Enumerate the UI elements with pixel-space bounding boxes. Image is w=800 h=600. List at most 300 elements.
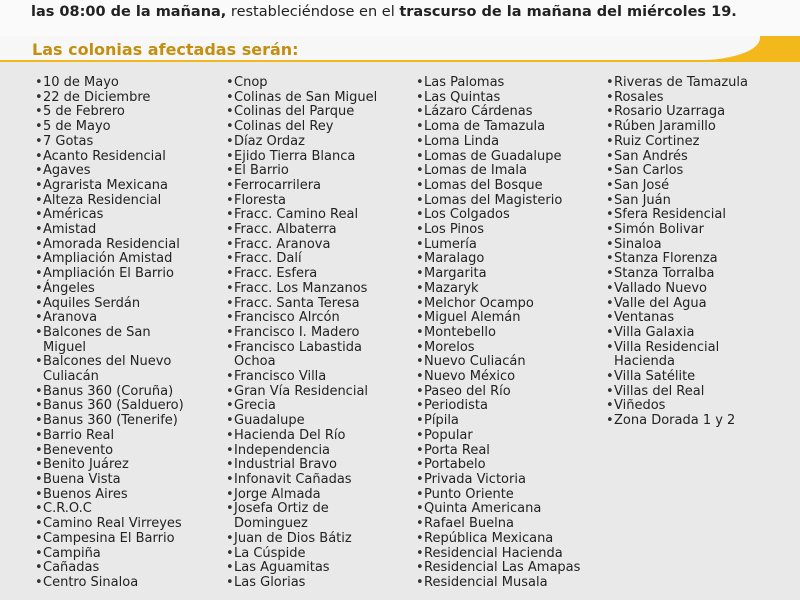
bullet-icon: • [416,501,424,517]
bullet-icon: • [35,119,43,135]
bullet-icon: • [226,339,234,355]
bullet-icon: • [416,516,424,532]
list-item-label: Amistad [43,222,97,238]
list-item-label: Rosario Uzarraga [614,104,726,120]
list-item-label: San Carlos [614,163,684,179]
bullet-icon: • [606,119,614,135]
bullet-icon: • [226,295,234,311]
bullet-icon: • [606,104,614,120]
list-item-label: Jorge Almada [234,486,321,502]
list-item [416,311,580,326]
list-item-label: Grecia [234,398,276,414]
list-item-label: La Cúspide [234,545,306,561]
bullet-icon: • [416,280,424,296]
bullet-icon: • [226,177,234,193]
bullet-icon: • [35,413,43,429]
list-item-label: Fracc. Esfera [234,266,318,282]
list-item [226,502,377,531]
list-item [416,238,580,253]
list-item-label: Villa Galaxia [614,324,695,340]
list-item-label: Díaz Ordaz [234,133,305,149]
bullet-icon: • [35,177,43,193]
list-item [606,164,748,179]
list-item-label: Agrarista Mexicana [43,177,168,193]
bullet-icon: • [416,339,424,355]
list-item-label: Lomas de Guadalupe [424,148,562,164]
list-item-label: Benevento [43,442,114,458]
list-item [606,282,748,297]
list-item [226,164,377,179]
list-item-label: Fracc. Santa Teresa [234,295,360,311]
bullet-icon: • [35,89,43,105]
list-item-label: Popular [424,427,473,443]
list-item [416,194,580,209]
list-item-label: Culiacán [43,369,99,385]
list-item-label: 22 de Diciembre [43,89,151,105]
bullet-icon: • [226,471,234,487]
list-item [416,561,580,576]
list-item-label: Cnop [234,75,268,90]
list-item [416,370,580,385]
list-item [226,120,377,135]
bullet-icon: • [35,192,43,208]
bullet-icon: • [416,177,424,193]
bullet-icon: • [35,427,43,443]
list-item [35,414,184,429]
list-item-label: Sfera Residencial [614,207,726,223]
list-item-label: Francisco I. Madero [234,324,360,340]
bullet-icon: • [416,236,424,252]
bullet-icon: • [226,207,234,223]
bullet-icon: • [35,560,43,576]
list-item [416,532,580,547]
list-item [35,179,184,194]
bullet-icon: • [416,383,424,399]
list-item-label: Ampliación Amistad [43,251,173,267]
list-item [606,150,748,165]
list-item-label: Alteza Residencial [43,192,162,208]
list-item [226,385,377,400]
list-item-label: Dominguez [234,516,308,532]
list-item [416,399,580,414]
bullet-icon: • [606,133,614,149]
list-item [416,502,580,517]
list-item-label: Punto Oriente [424,486,514,502]
list-item [226,282,377,297]
list-item [416,444,580,459]
list-item-label: Ruiz Cortinez [614,133,700,149]
bullet-icon: • [226,251,234,267]
list-item [606,208,748,223]
bullet-icon: • [416,104,424,120]
bullet-icon: • [226,222,234,238]
list-item [416,326,580,341]
bullet-icon: • [35,442,43,458]
bullet-icon: • [35,545,43,561]
list-item [606,326,748,341]
bullet-icon: • [416,530,424,546]
list-item [606,91,748,106]
list-item-label: Barrio Real [43,427,115,443]
list-item-label: Montebello [424,324,496,340]
bullet-icon: • [226,192,234,208]
list-item [606,179,748,194]
list-item [35,194,184,209]
bullet-icon: • [416,471,424,487]
top-banner [0,0,800,36]
intro-text [31,4,737,20]
list-item [606,385,748,400]
list-item [606,238,748,253]
bullet-icon: • [606,398,614,414]
list-item-label: Banus 360 (Salduero) [43,398,184,414]
list-item [416,120,580,135]
bullet-icon: • [606,163,614,179]
bullet-icon: • [416,324,424,340]
bullet-icon: • [35,148,43,164]
list-item-label: Américas [43,207,104,223]
bullet-icon: • [226,427,234,443]
list-item-label: Francisco Alrcón [234,310,340,326]
list-item-label: Balcones de San [43,324,151,340]
list-item-label: El Barrio [234,163,289,179]
bullet-icon: • [606,207,614,223]
list-item [35,223,184,238]
list-item [416,414,580,429]
bullet-icon: • [606,251,614,267]
list-item-label: Fracc. Los Manzanos [234,280,368,296]
list-item-label: Hacienda Del Río [234,427,346,443]
list-item [606,76,748,91]
bullet-icon: • [416,574,424,590]
bullet-icon: • [606,413,614,429]
list-item-label: Nuevo México [424,369,516,385]
list-item-label: Floresta [234,192,286,208]
list-item-label: Ángeles [43,280,95,296]
list-item [226,76,377,91]
list-item [35,76,184,91]
list-item-label: Guadalupe [234,413,305,429]
column-2 [226,76,377,591]
list-item-label: Maralago [424,251,485,267]
list-item [35,547,184,562]
list-item-label: Fracc. Camino Real [234,207,359,223]
bullet-icon: • [606,236,614,252]
list-item-label: Lázaro Cárdenas [424,104,533,120]
bullet-icon: • [606,383,614,399]
bullet-icon: • [416,192,424,208]
list-item [226,532,377,547]
list-item-label: Banus 360 (Tenerife) [43,413,178,429]
list-item [226,135,377,150]
list-item-label: Banus 360 (Coruña) [43,383,174,399]
column-4 [606,76,748,429]
list-item-label: Rúben Jaramillo [614,119,716,135]
list-item [35,429,184,444]
list-item [35,282,184,297]
bullet-icon: • [606,177,614,193]
bullet-icon: • [226,398,234,414]
list-item-label: Miguel Alemán [424,310,521,326]
list-item [35,311,184,326]
list-item-label: Margarita [424,266,487,282]
list-item [35,458,184,473]
list-item-label: Aranova [43,310,98,326]
list-item-label: 7 Gotas [43,133,94,149]
list-item-label: Melchor Ocampo [424,295,534,311]
bullet-icon: • [606,148,614,164]
list-item-label: 5 de Febrero [43,104,125,120]
neighborhood-columns [0,76,800,600]
list-item [226,444,377,459]
bullet-icon: • [606,339,614,355]
list-item [35,502,184,517]
bullet-icon: • [226,266,234,282]
list-item [606,311,748,326]
list-item [226,561,377,576]
list-item [226,326,377,341]
bullet-icon: • [416,75,424,90]
list-item [35,105,184,120]
list-item-label: Lomas de Imala [424,163,527,179]
list-item-label: San Andrés [614,148,688,164]
bullet-icon: • [35,486,43,502]
bullet-icon: • [226,236,234,252]
bullet-icon: • [416,295,424,311]
list-item [226,150,377,165]
list-item [226,370,377,385]
list-item [35,561,184,576]
list-item-label: Aquiles Serdán [43,295,141,311]
list-item-label: Pípila [424,413,459,429]
list-item-label: Josefa Ortiz de [234,501,329,517]
list-item-label: Nuevo Culiacán [424,354,526,370]
list-item-label: Porta Real [424,442,490,458]
list-item [606,194,748,209]
list-item-label: Stanza Florenza [614,251,718,267]
list-item [226,252,377,267]
list-item [416,297,580,312]
bullet-icon: • [35,251,43,267]
list-item-label: Residencial Hacienda [424,545,563,561]
list-item [416,135,580,150]
bullet-icon: • [226,457,234,473]
list-item [226,297,377,312]
bullet-icon: • [416,442,424,458]
list-item [35,120,184,135]
list-item [35,444,184,459]
bullet-icon: • [35,280,43,296]
list-item-label: Fracc. Albaterra [234,222,337,238]
list-item [226,267,377,282]
bullet-icon: • [35,501,43,517]
list-item [35,517,184,532]
list-item-label: Cañadas [43,560,100,576]
list-item [35,135,184,150]
bullet-icon: • [416,133,424,149]
list-item-label: Camino Real Virreyes [43,516,182,532]
list-item-label: Francisco Labastida [234,339,362,355]
bullet-icon: • [226,324,234,340]
bullet-icon: • [226,119,234,135]
bullet-icon: • [416,560,424,576]
list-item [416,517,580,532]
list-item [226,399,377,414]
bullet-icon: • [35,207,43,223]
bullet-icon: • [35,310,43,326]
list-item-label: Lomas del Magisterio [424,192,563,208]
list-item [606,105,748,120]
list-item [35,399,184,414]
list-item [35,473,184,488]
list-item-label: Privada Victoria [424,471,526,487]
list-item-label: 5 de Mayo [43,119,111,135]
bullet-icon: • [35,222,43,238]
list-item [416,91,580,106]
list-item [226,179,377,194]
list-item [35,385,184,400]
list-item-label: Campesina El Barrio [43,530,175,546]
list-item [416,150,580,165]
bullet-icon: • [226,545,234,561]
list-item [35,576,184,591]
list-item-label: Juan de Dios Bátiz [234,530,352,546]
list-item-label: Rafael Buelna [424,516,514,532]
list-item [416,488,580,503]
intro-time: las 08:00 de la mañana, [31,4,227,20]
list-item-label: Ventanas [614,310,675,326]
list-item-label: Valle del Agua [614,295,707,311]
list-item [226,105,377,120]
bullet-icon: • [35,163,43,179]
list-item [226,238,377,253]
list-item-label: Los Pinos [424,222,485,238]
bullet-icon: • [226,574,234,590]
bullet-icon: • [35,266,43,282]
list-item [226,341,377,370]
bullet-icon: • [416,545,424,561]
list-item [226,91,377,106]
list-item-label: Acanto Residencial [43,148,166,164]
list-item [35,297,184,312]
bullet-icon: • [416,354,424,370]
list-item [606,297,748,312]
list-item-label: Stanza Torralba [614,266,715,282]
list-item-label: Rosales [614,89,664,105]
list-item-label: Campiña [43,545,101,561]
list-item-label: Ampliación El Barrio [43,266,174,282]
bullet-icon: • [35,324,43,340]
list-item-label: San José [614,177,670,193]
bullet-icon: • [416,398,424,414]
list-item-label: Industrial Bravo [234,457,337,473]
list-item-label: Colinas del Parque [234,104,355,120]
list-item [416,458,580,473]
intro-end: trascurso de la mañana del miércoles 19. [399,4,737,20]
list-item-label: Ferrocarrilera [234,177,322,193]
list-item-label: Residencial Musala [424,574,548,590]
list-item [35,208,184,223]
list-item-label: Infonavit Cañadas [234,471,352,487]
list-item [606,120,748,135]
list-item-label: Sinaloa [614,236,662,252]
list-item-label: Zona Dorada 1 y 2 [614,413,736,429]
list-item-label: Lumería [424,236,477,252]
list-item-label: Lomas del Bosque [424,177,543,193]
bullet-icon: • [416,251,424,267]
bullet-icon: • [606,295,614,311]
list-item-label: Benito Juárez [43,457,129,473]
list-item [416,164,580,179]
bullet-icon: • [416,119,424,135]
list-item [416,473,580,488]
list-item [35,164,184,179]
list-item [606,267,748,282]
list-item-label: Villa Satélite [614,369,696,385]
list-item-label: Miguel [43,339,86,355]
list-item-label: República Mexicana [424,530,554,546]
list-item-label: Morelos [424,339,475,355]
list-item [606,223,748,238]
list-item [416,429,580,444]
list-item [35,91,184,106]
bullet-icon: • [226,89,234,105]
list-item [226,488,377,503]
bullet-icon: • [35,104,43,120]
list-item [416,385,580,400]
list-item-label: Villa Residencial [614,339,720,355]
list-item [35,532,184,547]
list-item-label: Las Palomas [424,75,505,90]
bullet-icon: • [416,369,424,385]
bullet-icon: • [35,457,43,473]
list-item [226,311,377,326]
bullet-icon: • [35,133,43,149]
list-item-label: Centro Sinaloa [43,574,139,590]
bullet-icon: • [226,560,234,576]
bullet-icon: • [606,324,614,340]
list-item [416,76,580,91]
list-item-label: 10 de Mayo [43,75,119,90]
list-item [416,252,580,267]
list-item-label: Residencial Las Amapas [424,560,581,576]
list-item-label: Paseo del Río [424,383,511,399]
list-item [416,267,580,282]
bullet-icon: • [226,280,234,296]
list-item [416,341,580,356]
list-item-label: Loma de Tamazula [424,119,546,135]
list-item [35,252,184,267]
list-item [226,429,377,444]
list-item [35,355,184,384]
list-item-label: Gran Vía Residencial [234,383,369,399]
bullet-icon: • [226,383,234,399]
list-item [606,370,748,385]
bullet-icon: • [226,75,234,90]
list-item-label: Colinas del Rey [234,119,334,135]
list-item-label: Simón Bolivar [614,222,704,238]
bullet-icon: • [226,413,234,429]
bullet-icon: • [226,148,234,164]
bullet-icon: • [416,413,424,429]
bullet-icon: • [606,222,614,238]
bullet-icon: • [606,310,614,326]
bullet-icon: • [416,486,424,502]
bullet-icon: • [416,148,424,164]
bullet-icon: • [35,398,43,414]
list-item-label: Agaves [43,163,91,179]
list-item [416,282,580,297]
